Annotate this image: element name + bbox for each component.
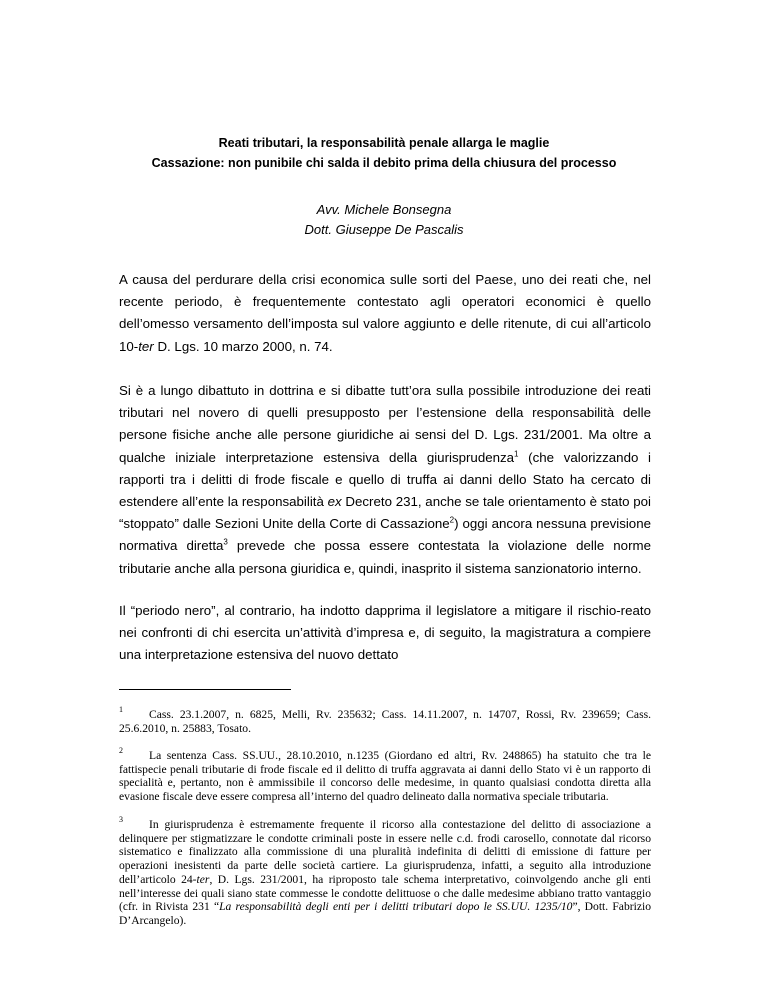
- footnote-3-number: 3: [119, 815, 123, 824]
- footnote-1-text: Cass. 23.1.2007, n. 6825, Melli, Rv. 235632; Cass. 14.11.2007, n. 14707, Rossi, Rv. 239659; Cass. 25.6.2010, n. 25883, Tosato.: [119, 708, 651, 735]
- paragraph-2: [119, 380, 651, 580]
- paragraph-2-text-a: Si è a lungo dibattuto in dottrina e si dibatte tutt’ora sulla possibile introduzione dei reati tributari nel novero di quelli presupposto per l’estensione della responsabilità delle persone fisiche anche alle persone giuridiche ai sensi del D. Lgs. 231/2001. Ma oltre a qualche iniziale interpretazione estensiva della giurisprudenza: [119, 383, 651, 465]
- footnote-3: [119, 815, 651, 928]
- footnote-2-number: 2: [119, 746, 123, 755]
- footnote-2: [119, 746, 651, 804]
- footnote-ref-3[interactable]: 3: [223, 538, 228, 547]
- footnote-3-ter: ter: [196, 872, 210, 886]
- footnote-3-italic-title: La responsabilità degli enti per i delitti tributari dopo le SS.UU. 1235/10: [219, 900, 573, 914]
- footnote-3-text: [119, 818, 651, 928]
- footnote-3-text-a: In giurisprudenza è estremamente frequente il ricorso alla contestazione del delitto di associazione a delinquere per stigmatizzare le condotte criminali poste in essere nelle c.d. frodi carosello, connotate dal ricorso sistematico e finalizzato alla commissione di una pluralità indefinita di delitti di emissione di fatture per operazioni inesistenti da parte delle società cartiere. La giurisprudenza, infatti, a seguito alla introduzione dell’articolo 24-: [119, 818, 651, 886]
- footnote-3-text-c: ”, Dott. Fabrizio D’Arcangelo).: [119, 900, 651, 927]
- footnote-3-text-b: , D. Lgs. 231/2001, ha riproposto tale schema interpretativo, coinvolgendo anche gli enti nell’interesse dei quali siano state commesse le condotte delittuose o che dalle medesime abbiano tratto vantaggio (cfr. in Rivista 231 “: [119, 872, 651, 914]
- author-2: Dott. Giuseppe De Pascalis: [304, 222, 464, 237]
- paragraph-2-text-e: prevede che possa essere contestata la violazione delle norme tributarie anche alla persona giuridica e, quindi, inasprito il sistema sanzionatorio interno.: [119, 538, 651, 576]
- paragraph-2-text-c: Decreto 231, anche se tale orientamento è stato poi “stoppato” dalle Sezioni Unite della Corte di Cassazione: [119, 494, 652, 532]
- paragraph-1-text-b: D. Lgs. 10 marzo 2000, n. 74.: [153, 338, 333, 354]
- footnote-ref-1[interactable]: 1: [514, 449, 519, 459]
- paragraph-2-text-d: ) oggi ancora nessuna previsione normativa diretta: [119, 516, 651, 554]
- footnote-ref-2[interactable]: 2: [449, 515, 455, 525]
- footnote-1: [119, 705, 651, 735]
- footnote-separator: [119, 689, 291, 690]
- paragraph-1: [119, 269, 651, 358]
- paragraph-3: Il “periodo nero”, al contrario, ha indotto dapprima il legislatore a mitigare il rischio-reato nei confronti di chi esercita un’attività d’impresa e, di seguito, la magistratura a compiere una interpretazione estensiva del nuovo dettato: [119, 603, 651, 663]
- title-line-1: Reati tributari, la responsabilità penale allarga le maglie: [218, 136, 550, 150]
- paragraph-1-text-a: A causa del perdurare della crisi economica sulle sorti del Paese, uno dei reati che, nel recente periodo, è frequentemente contestato agli operatori economici è quello dell’omesso versamento dell’imposta sul valore aggiunto e delle ritenute, di cui all’articolo 10-: [119, 272, 651, 354]
- paragraph-2-ex: ex: [327, 494, 342, 510]
- author-1: Avv. Michele Bonsegna: [316, 202, 452, 217]
- footnote-2-text: La sentenza Cass. SS.UU., 28.10.2010, n.1235 (Giordano ed altri, Rv. 248865) ha statuito che tra le fattispecie penali tributarie di frode fiscale ed il delitto di truffa aggravata ai danni dello Stato vi è un rapporto di specialità e, pertanto, non è ammissibile il concorso delle medesime, in quanto qualsiasi condotta diretta alla evasione fiscale deve essere compresa all’interno del quadro delineato dalla normativa speciale tributaria.: [119, 749, 651, 804]
- paragraph-1-ter: ter: [138, 338, 154, 354]
- footnote-1-number: 1: [119, 705, 123, 714]
- title-line-2: Cassazione: non punibile chi salda il debito prima della chiusura del processo: [151, 156, 617, 170]
- paragraph-2-text-b: (che valorizzando i rapporti tra i delitti di frode fiscale e quello di truffa ai danni dello Stato ha cercato di estendere all’ente la responsabilità: [119, 449, 651, 510]
